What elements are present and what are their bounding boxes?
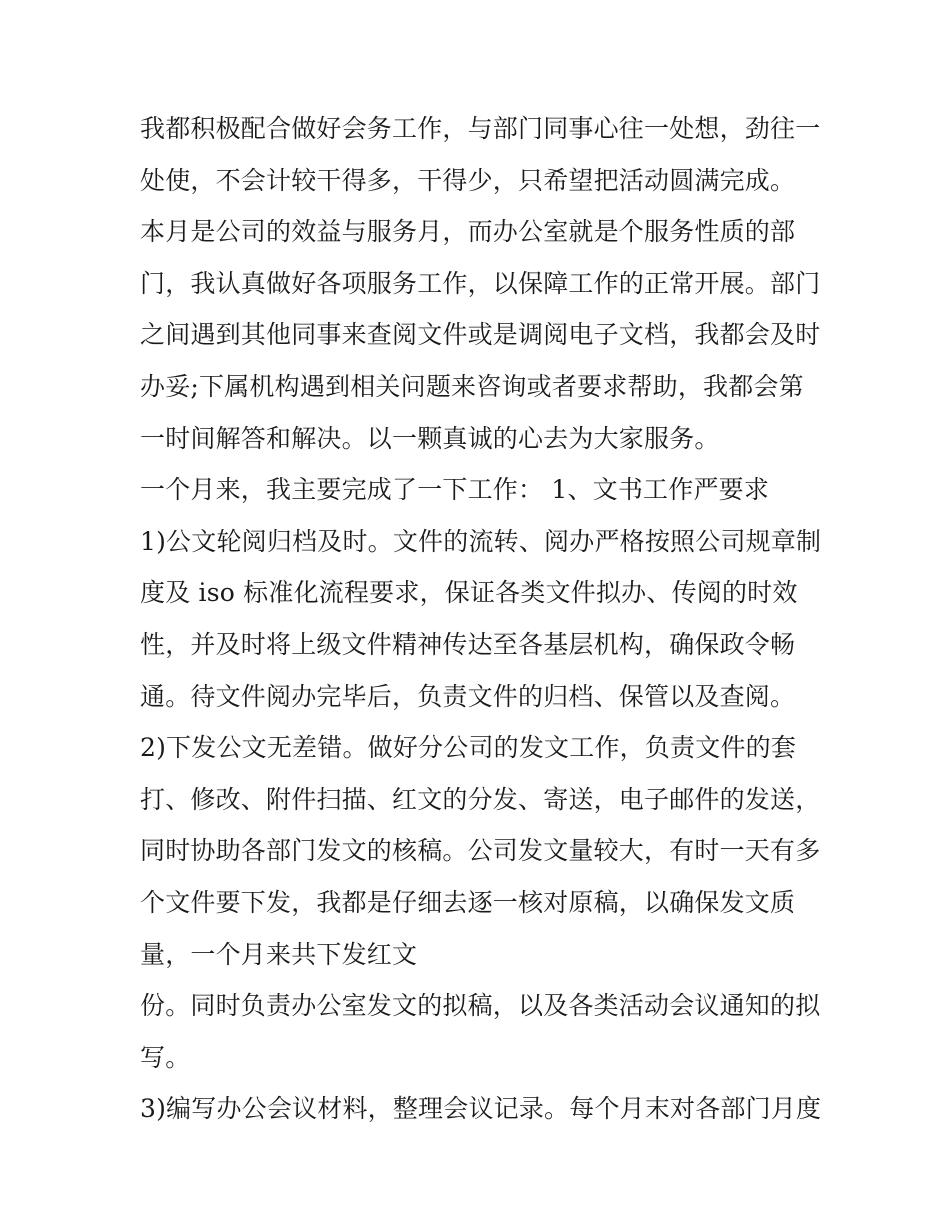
- text-line-9: 1)公文轮阅归档及时。文件的流转、阅办严格按照公司规章制: [140, 526, 822, 556]
- document-body: [140, 103, 820, 1135]
- text-line-14: 打、修改、附件扫描、红文的分发、寄送，电子邮件的发送，: [140, 784, 821, 814]
- text-line-3: 本月是公司的效益与服务月，而办公室就是个服务性质的部: [140, 217, 796, 247]
- text-line-4: 门，我认真做好各项服务工作，以保障工作的正常开展。部门: [140, 268, 821, 298]
- text-line-10: 度及 iso 标准化流程要求，保证各类文件拟办、传阅的时效: [140, 578, 798, 608]
- text-line-16: 个文件要下发，我都是仔细去逐一核对原稿，以确保发文质: [140, 887, 796, 917]
- text-line-19: 写。: [140, 1042, 191, 1072]
- text-line-20: 3)编写办公会议材料，整理会议记录。每个月末对各部门月度: [140, 1094, 822, 1124]
- text-line-11: 性，并及时将上级文件精神传达至各基层机构，确保政令畅: [140, 629, 796, 659]
- text-line-2: 处使，不会计较干得多，干得少，只希望把活动圆满完成。: [140, 165, 796, 195]
- text-line-15: 同时协助各部门发文的核稿。公司发文量较大，有时一天有多: [140, 836, 821, 866]
- text-line-7: 一时间解答和解决。以一颗真诚的心去为大家服务。: [140, 423, 720, 453]
- text-line-5: 之间遇到其他同事来查阅文件或是调阅电子文档，我都会及时: [140, 320, 821, 350]
- text-line-6: 办妥;下属机构遇到相关问题来咨询或者要求帮助，我都会第: [140, 371, 804, 401]
- text-line-17: 量，一个月来共下发红文: [140, 939, 418, 969]
- text-line-8: 一个月来，我主要完成了一下工作： 1、文书工作严要求: [140, 475, 770, 505]
- text-line-12: 通。待文件阅办完毕后，负责文件的归档、保管以及查阅。: [140, 681, 796, 711]
- text-line-18: 份。同时负责办公室发文的拟稿，以及各类活动会议通知的拟: [140, 991, 821, 1021]
- text-line-13: 2)下发公文无差错。做好分公司的发文工作，负责文件的套: [140, 733, 797, 763]
- text-line-1: 我都积极配合做好会务工作，与部门同事心往一处想，劲往一: [140, 114, 821, 143]
